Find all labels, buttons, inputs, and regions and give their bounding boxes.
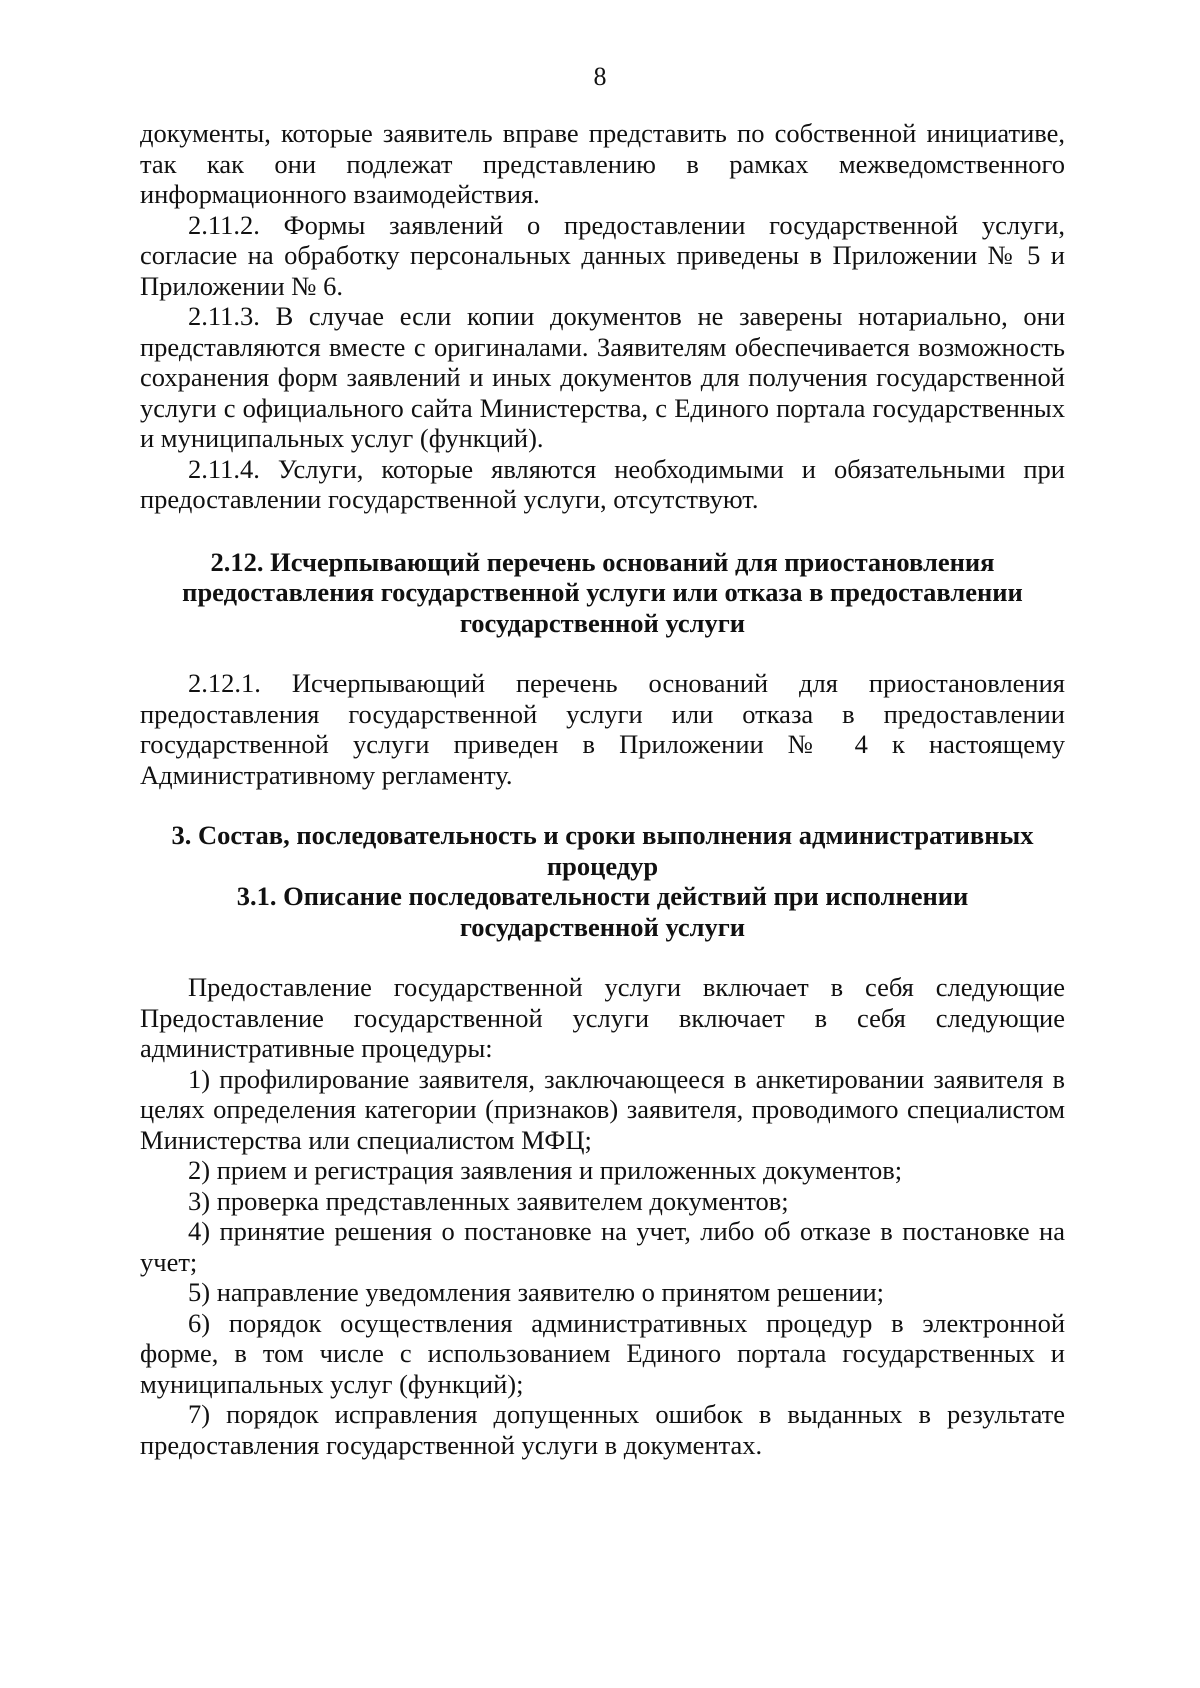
paragraph-intro: Предоставление государственной услуги включает в себя следующие административные процедуры:	[140, 1002, 1065, 1063]
heading-line: 3. Состав, последовательность и сроки выполнения административных	[171, 820, 1034, 850]
heading-line: государственной услуги	[459, 607, 746, 638]
paragraph-continuation: документы, которые заявитель вправе представить по собственной инициативе, так как они подлежат представлению в рамках межведомственного информационного взаимодействия.	[140, 118, 1065, 209]
heading-line: процедур	[546, 850, 659, 881]
heading-line: предоставления государственной услуги или отказа в предоставлении	[182, 577, 1023, 607]
spacer	[140, 790, 1065, 820]
spacer	[140, 515, 1065, 547]
list-item-4: 4) принятие решения о постановке на учет, либо об отказе в постановке на учет;	[140, 1216, 1065, 1277]
heading-line: 3.1. Описание последовательности действий при исполнении	[236, 881, 969, 911]
paragraph-2-11-4: 2.11.4. Услуги, которые являются необходимыми и обязательными при предоставлении государственной услуги, отсутствуют.	[140, 453, 1065, 514]
list-item-2: 2) прием и регистрация заявления и приложенных документов;	[188, 1155, 903, 1185]
heading-line: государственной услуги	[459, 911, 746, 942]
spacer	[140, 942, 1065, 972]
heading-line: 2.12. Исчерпывающий перечень оснований для приостановления	[210, 546, 995, 577]
paragraph-2-11-3: 2.11.3. В случае если копии документов не заверены нотариально, они представляются вместе с оригиналами. Заявителям обеспечивается возможность сохранения форм заявлений и иных документов для получения государственной услуги с официального сайта Министерства, с Единого портала государственных и муниципальных услуг (функций).	[140, 301, 1065, 453]
page-body	[140, 118, 1065, 1460]
paragraph-intro-line: Предоставление государственной услуги включает в себя следующие	[188, 972, 1065, 1002]
paragraph-2-12-1: 2.12.1. Исчерпывающий перечень оснований для приостановления предоставления государственной услуги или отказа в предоставлении государственной услуги приведен в Приложении № 4 к настоящему Административному регламенту.	[140, 668, 1065, 790]
paragraph-2-11-2: 2.11.2. Формы заявлений о предоставлении государственной услуги, согласие на обработку персональных данных приведены в Приложении № 5 и Приложении № 6.	[140, 209, 1065, 301]
list-item-5: 5) направление уведомления заявителю о принятом решении;	[188, 1277, 884, 1307]
list-item-6: 6) порядок осуществления административных процедур в электронной форме, в том числе с использованием Единого портала государственных и муниципальных услуг (функций);	[140, 1307, 1065, 1399]
spacer	[140, 638, 1065, 668]
page-number: 8	[593, 62, 607, 91]
list-item-7: 7) порядок исправления допущенных ошибок в выданных в результате предоставления государственной услуги в документах.	[140, 1399, 1065, 1460]
list-item-3: 3) проверка представленных заявителем документов;	[188, 1185, 789, 1216]
list-item-1: 1) профилирование заявителя, заключающееся в анкетировании заявителя в целях определения категории (признаков) заявителя, проводимого специалистом Министерства или специалистом МФЦ;	[140, 1063, 1065, 1155]
heading-section-3	[140, 820, 1065, 942]
heading-section-2-12	[140, 547, 1065, 639]
